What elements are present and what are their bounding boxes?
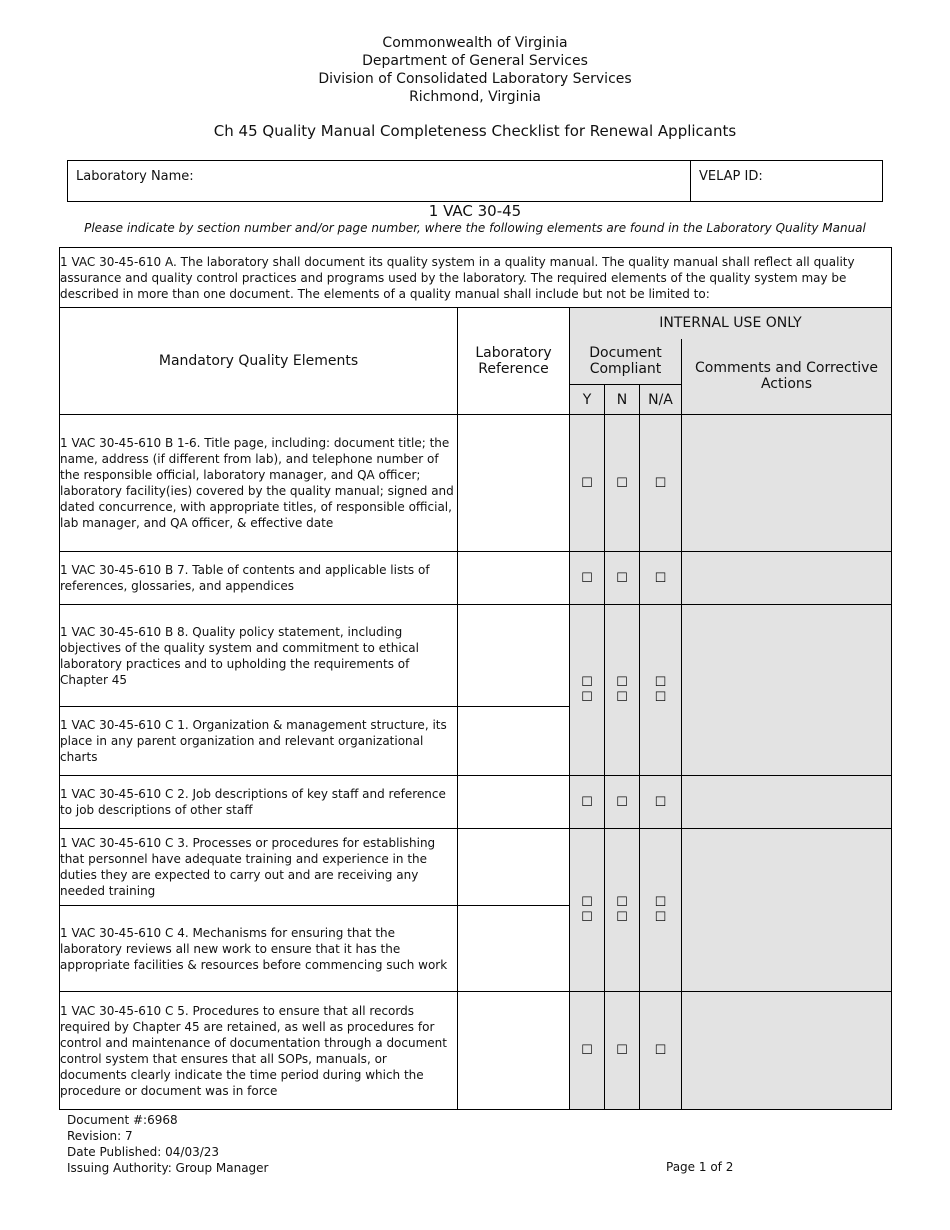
checkbox-na[interactable]: ☐ bbox=[654, 675, 667, 690]
lab-reference-header: Laboratory Reference bbox=[458, 308, 570, 415]
table-row bbox=[60, 552, 892, 605]
laboratory-name-field[interactable] bbox=[68, 161, 691, 201]
header-line-4: Richmond, Virginia bbox=[409, 89, 541, 105]
laboratory-name-label: Laboratory Name: bbox=[76, 169, 194, 184]
document-header bbox=[0, 34, 950, 106]
element-text: 1 VAC 30-45-610 C 3. Processes or procedures for establishing that personnel have adequate training and experience in the duties they are expected to carry out and are receiving any needed training bbox=[60, 829, 458, 906]
checkbox-y[interactable]: ☐ bbox=[570, 992, 605, 1110]
checkbox-na[interactable]: ☐ bbox=[654, 895, 667, 910]
checkbox-na[interactable]: ☐ bbox=[640, 776, 682, 829]
element-text: 1 VAC 30-45-610 C 2. Job descriptions of key staff and reference to job descriptions of other staff bbox=[60, 776, 458, 829]
table-row bbox=[60, 605, 892, 707]
comments-cell[interactable] bbox=[682, 829, 892, 992]
element-text: 1 VAC 30-45-610 C 1. Organization & management structure, its place in any parent organization and relevant organizational charts bbox=[60, 707, 458, 776]
checkbox-na[interactable]: ☐ bbox=[640, 415, 682, 552]
lab-reference-cell[interactable] bbox=[458, 415, 570, 552]
identification-box bbox=[67, 160, 883, 202]
element-text: 1 VAC 30-45-610 B 8. Quality policy statement, including objectives of the quality system and commitment to ethical laboratory practices and to upholding the requirements of Chapter 45 bbox=[60, 605, 458, 707]
element-text: 1 VAC 30-45-610 B 7. Table of contents and applicable lists of references, glossaries, and appendices bbox=[60, 552, 458, 605]
issuing-authority: Issuing Authority: Group Manager bbox=[67, 1161, 269, 1175]
checkbox-n[interactable]: ☐ bbox=[616, 910, 628, 925]
checkbox-na-group bbox=[640, 605, 682, 776]
checkbox-y[interactable]: ☐ bbox=[570, 552, 605, 605]
table-row bbox=[60, 992, 892, 1110]
element-text: 1 VAC 30-45-610 B 1-6. Title page, including: document title; the name, address (if different from lab), and telephone number of the responsible official, laboratory manager, and QA officer; laboratory facility(ies) covered by the quality manual; signed and dated concurrence, with appropriate titles, of responsible official, lab manager, and QA officer, & effective date bbox=[60, 415, 458, 552]
revision: Revision: 7 bbox=[67, 1129, 133, 1143]
checkbox-n[interactable]: ☐ bbox=[616, 690, 628, 705]
checkbox-n[interactable]: ☐ bbox=[605, 776, 640, 829]
checkbox-y[interactable]: ☐ bbox=[570, 776, 605, 829]
na-header: N/A bbox=[640, 385, 682, 415]
comments-cell[interactable] bbox=[682, 415, 892, 552]
header-line-1: Commonwealth of Virginia bbox=[382, 35, 568, 51]
checkbox-na[interactable]: ☐ bbox=[654, 910, 667, 925]
checkbox-y-group bbox=[570, 829, 605, 992]
checkbox-n[interactable]: ☐ bbox=[616, 895, 628, 910]
header-line-2: Department of General Services bbox=[362, 53, 588, 69]
table-row bbox=[60, 829, 892, 906]
lab-reference-cell[interactable] bbox=[458, 707, 570, 776]
y-header: Y bbox=[570, 385, 605, 415]
checkbox-na[interactable]: ☐ bbox=[654, 690, 667, 705]
checkbox-y[interactable]: ☐ bbox=[570, 415, 605, 552]
checkbox-y-group bbox=[570, 605, 605, 776]
intro-text: 1 VAC 30-45-610 A. The laboratory shall document its quality system in a quality manual. The quality manual shall reflect all quality assurance and quality control practices and programs used by the laboratory. The required elements of the quality system may be described in more than one document. The elements of a quality manual shall include but not be limited to: bbox=[60, 248, 892, 308]
lab-reference-cell[interactable] bbox=[458, 829, 570, 906]
checklist-table bbox=[59, 247, 892, 1110]
velap-id-label: VELAP ID: bbox=[699, 169, 763, 184]
comments-cell[interactable] bbox=[682, 605, 892, 776]
header-line-3: Division of Consolidated Laboratory Services bbox=[318, 71, 632, 87]
checkbox-n[interactable]: ☐ bbox=[616, 675, 628, 690]
n-header: N bbox=[605, 385, 640, 415]
mandatory-elements-header: Mandatory Quality Elements bbox=[60, 308, 458, 415]
document-footer bbox=[67, 1112, 269, 1176]
lab-reference-cell[interactable] bbox=[458, 605, 570, 707]
checkbox-n[interactable]: ☐ bbox=[605, 552, 640, 605]
instructions: Please indicate by section number and/or page number, where the following elements are found in the Laboratory Quality Manual bbox=[84, 221, 866, 235]
checkbox-na[interactable]: ☐ bbox=[640, 552, 682, 605]
document-compliant-header: Document Compliant bbox=[570, 339, 682, 385]
checkbox-y[interactable]: ☐ bbox=[581, 690, 593, 705]
velap-id-field[interactable] bbox=[691, 161, 882, 201]
document-number: Document #:6968 bbox=[67, 1113, 178, 1127]
checkbox-y[interactable]: ☐ bbox=[581, 895, 593, 910]
checkbox-n-group bbox=[605, 829, 640, 992]
lab-reference-cell[interactable] bbox=[458, 992, 570, 1110]
checkbox-n[interactable]: ☐ bbox=[605, 992, 640, 1110]
regulation-title: 1 VAC 30-45 bbox=[428, 202, 522, 220]
checkbox-na-group bbox=[640, 829, 682, 992]
lab-reference-cell[interactable] bbox=[458, 906, 570, 992]
lab-reference-cell[interactable] bbox=[458, 776, 570, 829]
comments-cell[interactable] bbox=[682, 552, 892, 605]
checkbox-y[interactable]: ☐ bbox=[581, 910, 593, 925]
comments-header: Comments and Corrective Actions bbox=[682, 339, 892, 415]
table-row bbox=[60, 415, 892, 552]
element-text: 1 VAC 30-45-610 C 4. Mechanisms for ensuring that the laboratory reviews all new work to ensure that it has the appropriate facilities & resources before commencing such work bbox=[60, 906, 458, 992]
date-published: Date Published: 04/03/23 bbox=[67, 1145, 220, 1159]
form-title: Ch 45 Quality Manual Completeness Checklist for Renewal Applicants bbox=[213, 122, 737, 140]
page-number: Page 1 of 2 bbox=[666, 1160, 734, 1174]
checkbox-y[interactable]: ☐ bbox=[581, 675, 593, 690]
table-row bbox=[60, 776, 892, 829]
lab-reference-cell[interactable] bbox=[458, 552, 570, 605]
checkbox-n-group bbox=[605, 605, 640, 776]
checkbox-n[interactable]: ☐ bbox=[605, 415, 640, 552]
checkbox-na[interactable]: ☐ bbox=[640, 992, 682, 1110]
comments-cell[interactable] bbox=[682, 776, 892, 829]
element-text: 1 VAC 30-45-610 C 5. Procedures to ensure that all records required by Chapter 45 are retained, as well as procedures for control and maintenance of documentation through a document control system that ensures that all SOPs, manuals, or documents clearly indicate the time period during which the procedure or document was in force bbox=[60, 992, 458, 1110]
comments-cell[interactable] bbox=[682, 992, 892, 1110]
internal-use-header: INTERNAL USE ONLY bbox=[570, 308, 892, 339]
